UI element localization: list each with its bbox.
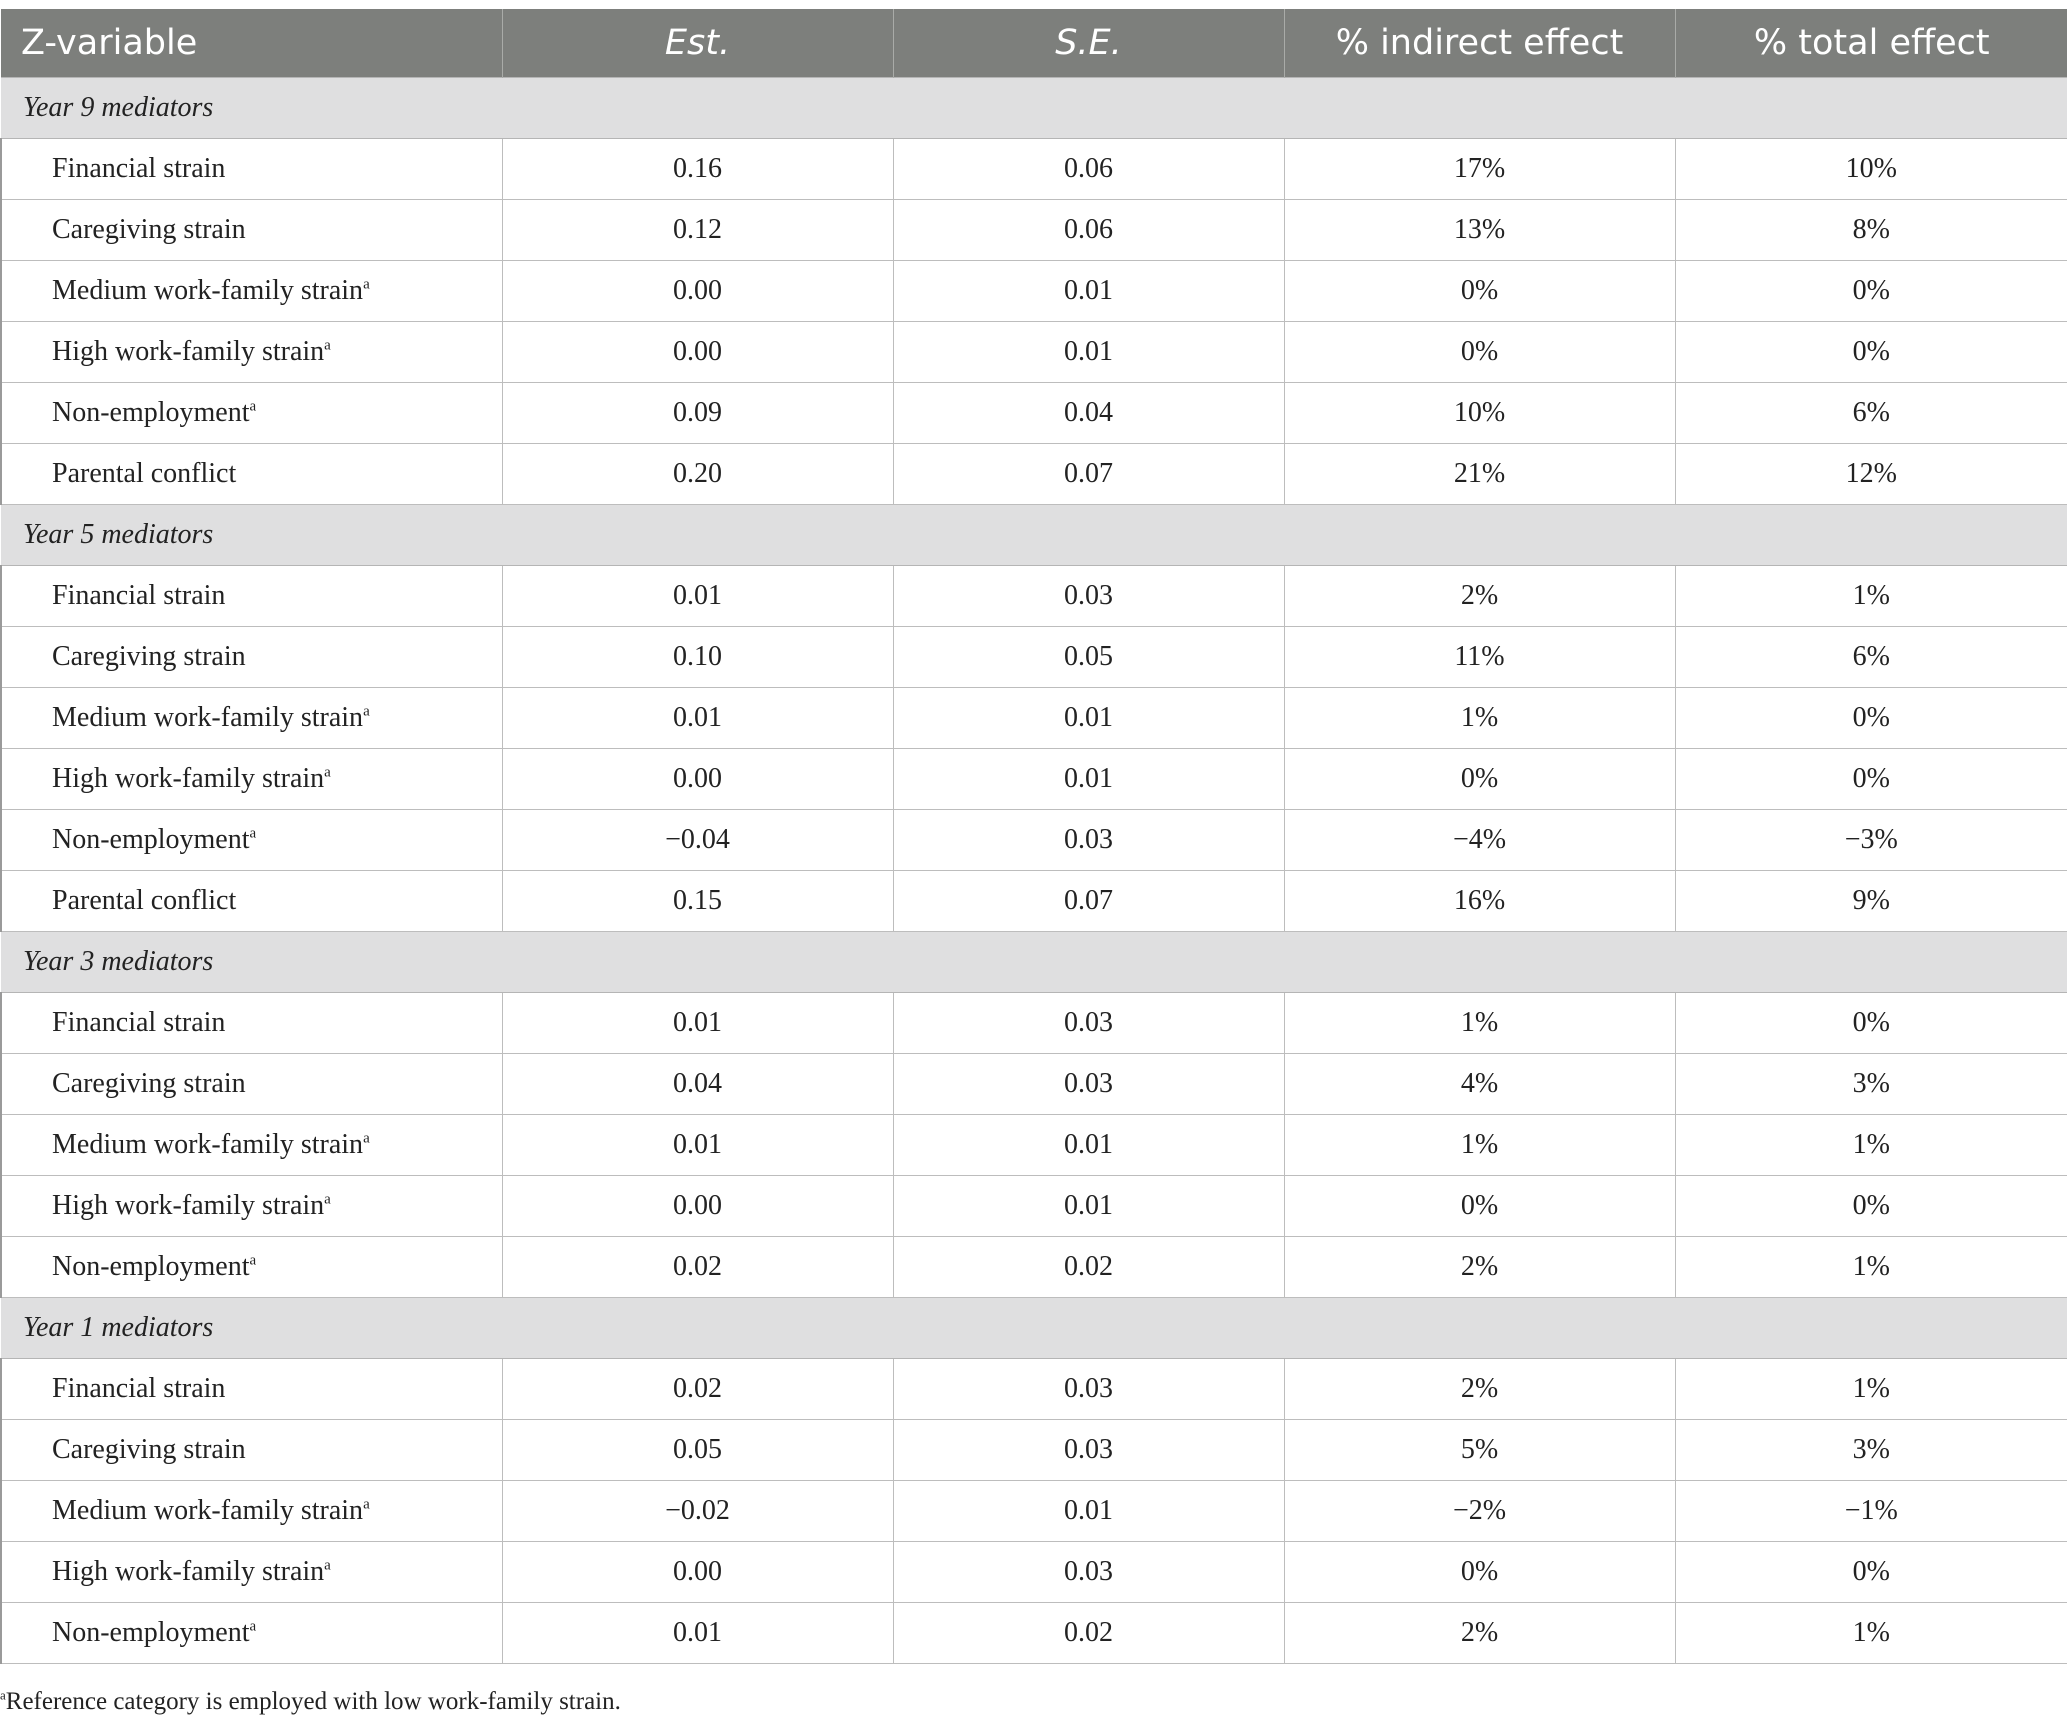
table-row [1, 261, 2067, 322]
cell-est: 0.01 [502, 993, 893, 1054]
footnote-marker: a [324, 1191, 331, 1208]
cell-z-variable [1, 1420, 502, 1481]
cell-z-variable [1, 322, 502, 383]
cell-est: 0.01 [502, 1115, 893, 1176]
cell-se: 0.04 [893, 383, 1284, 444]
cell-z-variable [1, 566, 502, 627]
cell-est: 0.02 [502, 1237, 893, 1298]
cell-se: 0.07 [893, 871, 1284, 932]
cell-est: 0.01 [502, 1603, 893, 1664]
table-row [1, 1481, 2067, 1542]
cell-indirect-effect: 2% [1284, 566, 1675, 627]
table-row [1, 322, 2067, 383]
cell-indirect-effect: 11% [1284, 627, 1675, 688]
cell-z-variable [1, 871, 502, 932]
cell-z-variable [1, 749, 502, 810]
cell-z-variable [1, 139, 502, 200]
cell-total-effect: 8% [1675, 200, 2067, 261]
cell-se: 0.03 [893, 1359, 1284, 1420]
cell-est: 0.00 [502, 1542, 893, 1603]
cell-est: 0.00 [502, 749, 893, 810]
cell-z-variable [1, 383, 502, 444]
cell-indirect-effect: 4% [1284, 1054, 1675, 1115]
row-label: Non-employment [52, 824, 250, 855]
table-row [1, 200, 2067, 261]
row-label: Non-employment [52, 1617, 250, 1648]
section-title: Year 3 mediators [1, 932, 2067, 993]
cell-se: 0.07 [893, 444, 1284, 505]
cell-total-effect: 1% [1675, 1115, 2067, 1176]
footnote-marker: a [324, 337, 331, 354]
cell-z-variable [1, 688, 502, 749]
cell-est: 0.00 [502, 261, 893, 322]
section-title: Year 5 mediators [1, 505, 2067, 566]
cell-indirect-effect: 16% [1284, 871, 1675, 932]
header-total-effect: % total effect [1675, 9, 2067, 78]
cell-indirect-effect: 5% [1284, 1420, 1675, 1481]
row-label: High work-family strain [52, 1556, 325, 1587]
table-row [1, 1420, 2067, 1481]
table-row [1, 1176, 2067, 1237]
cell-total-effect: 0% [1675, 993, 2067, 1054]
cell-est: 0.15 [502, 871, 893, 932]
cell-z-variable [1, 444, 502, 505]
cell-z-variable [1, 627, 502, 688]
section-row [1, 932, 2067, 993]
cell-est: 0.00 [502, 322, 893, 383]
cell-est: 0.16 [502, 139, 893, 200]
cell-est: 0.01 [502, 566, 893, 627]
footnote-marker: a [249, 1618, 257, 1635]
cell-se: 0.01 [893, 261, 1284, 322]
cell-z-variable [1, 1603, 502, 1664]
cell-total-effect: 3% [1675, 1054, 2067, 1115]
table-body [1, 78, 2067, 1664]
cell-indirect-effect: 10% [1284, 383, 1675, 444]
header-row [1, 9, 2067, 78]
table-row [1, 1237, 2067, 1298]
cell-total-effect: 1% [1675, 1359, 2067, 1420]
header-est: Est. [502, 9, 893, 78]
cell-est: 0.01 [502, 688, 893, 749]
cell-total-effect: −1% [1675, 1481, 2067, 1542]
table-row [1, 810, 2067, 871]
cell-indirect-effect: 1% [1284, 688, 1675, 749]
cell-se: 0.01 [893, 1115, 1284, 1176]
mediation-results-table [0, 9, 2067, 1664]
cell-indirect-effect: 2% [1284, 1603, 1675, 1664]
table-row [1, 871, 2067, 932]
cell-se: 0.03 [893, 1542, 1284, 1603]
cell-z-variable [1, 200, 502, 261]
table-row [1, 1359, 2067, 1420]
row-label: Caregiving strain [52, 214, 246, 245]
footnote-mark: a [0, 1687, 6, 1703]
cell-indirect-effect: 2% [1284, 1237, 1675, 1298]
row-label: Financial strain [52, 580, 226, 611]
row-label: Caregiving strain [52, 1434, 246, 1465]
table-footnote [0, 1688, 621, 1716]
table-row [1, 749, 2067, 810]
row-label: Caregiving strain [52, 641, 246, 672]
cell-se: 0.01 [893, 749, 1284, 810]
cell-total-effect: 6% [1675, 383, 2067, 444]
table-row [1, 993, 2067, 1054]
cell-est: −0.04 [502, 810, 893, 871]
cell-se: 0.02 [893, 1603, 1284, 1664]
header-se: S.E. [893, 9, 1284, 78]
table-row [1, 1542, 2067, 1603]
cell-est: −0.02 [502, 1481, 893, 1542]
cell-indirect-effect: 0% [1284, 261, 1675, 322]
footnote-marker: a [363, 1496, 370, 1513]
cell-se: 0.01 [893, 322, 1284, 383]
table-row [1, 383, 2067, 444]
row-label: Financial strain [52, 153, 226, 184]
row-label: Medium work-family strain [52, 702, 364, 733]
cell-est: 0.09 [502, 383, 893, 444]
row-label: Medium work-family strain [52, 1129, 364, 1160]
table-row [1, 139, 2067, 200]
footnote-text: Reference category is employed with low work-family strain. [5, 1688, 621, 1715]
cell-se: 0.03 [893, 1054, 1284, 1115]
cell-total-effect: −3% [1675, 810, 2067, 871]
footnote-marker: a [249, 825, 257, 842]
table-row [1, 444, 2067, 505]
cell-se: 0.02 [893, 1237, 1284, 1298]
section-title: Year 1 mediators [1, 1298, 2067, 1359]
row-label: Financial strain [52, 1007, 226, 1038]
footnote-marker: a [363, 276, 370, 293]
results-table-container [0, 9, 2067, 1664]
section-row [1, 1298, 2067, 1359]
footnote-marker: a [324, 764, 331, 781]
cell-total-effect: 1% [1675, 1603, 2067, 1664]
cell-est: 0.00 [502, 1176, 893, 1237]
table-row [1, 1115, 2067, 1176]
cell-z-variable [1, 1237, 502, 1298]
cell-total-effect: 1% [1675, 566, 2067, 627]
cell-est: 0.10 [502, 627, 893, 688]
cell-total-effect: 9% [1675, 871, 2067, 932]
cell-indirect-effect: 0% [1284, 322, 1675, 383]
row-label: Non-employment [52, 1251, 250, 1282]
cell-indirect-effect: 0% [1284, 749, 1675, 810]
section-title: Year 9 mediators [1, 78, 2067, 139]
cell-se: 0.03 [893, 1420, 1284, 1481]
cell-z-variable [1, 1481, 502, 1542]
footnote-marker: a [249, 1252, 257, 1269]
cell-indirect-effect: 0% [1284, 1542, 1675, 1603]
cell-indirect-effect: 2% [1284, 1359, 1675, 1420]
section-row [1, 78, 2067, 139]
footnote-marker: a [324, 1557, 331, 1574]
cell-z-variable [1, 261, 502, 322]
cell-se: 0.03 [893, 566, 1284, 627]
cell-total-effect: 0% [1675, 749, 2067, 810]
table-row [1, 688, 2067, 749]
cell-se: 0.01 [893, 1176, 1284, 1237]
row-label: Medium work-family strain [52, 1495, 364, 1526]
cell-indirect-effect: 0% [1284, 1176, 1675, 1237]
row-label: High work-family strain [52, 336, 325, 367]
cell-total-effect: 6% [1675, 627, 2067, 688]
cell-indirect-effect: 1% [1284, 1115, 1675, 1176]
cell-se: 0.01 [893, 688, 1284, 749]
cell-indirect-effect: 17% [1284, 139, 1675, 200]
header-indirect-effect: % indirect effect [1284, 9, 1675, 78]
cell-indirect-effect: 21% [1284, 444, 1675, 505]
table-row [1, 627, 2067, 688]
row-label: Financial strain [52, 1373, 226, 1404]
row-label: High work-family strain [52, 1190, 325, 1221]
cell-indirect-effect: −2% [1284, 1481, 1675, 1542]
cell-total-effect: 3% [1675, 1420, 2067, 1481]
cell-total-effect: 0% [1675, 688, 2067, 749]
cell-total-effect: 0% [1675, 322, 2067, 383]
row-label: Parental conflict [52, 885, 237, 916]
cell-total-effect: 12% [1675, 444, 2067, 505]
cell-z-variable [1, 1115, 502, 1176]
cell-z-variable [1, 1359, 502, 1420]
cell-indirect-effect: 13% [1284, 200, 1675, 261]
cell-est: 0.20 [502, 444, 893, 505]
cell-se: 0.06 [893, 200, 1284, 261]
cell-se: 0.03 [893, 993, 1284, 1054]
cell-total-effect: 0% [1675, 261, 2067, 322]
table-header [1, 9, 2067, 78]
cell-z-variable [1, 1176, 502, 1237]
row-label: Caregiving strain [52, 1068, 246, 1099]
footnote-marker: a [363, 1130, 370, 1147]
footnote-marker: a [363, 703, 370, 720]
cell-z-variable [1, 1542, 502, 1603]
cell-est: 0.04 [502, 1054, 893, 1115]
cell-total-effect: 0% [1675, 1176, 2067, 1237]
cell-total-effect: 1% [1675, 1237, 2067, 1298]
cell-est: 0.02 [502, 1359, 893, 1420]
row-label: Medium work-family strain [52, 275, 364, 306]
row-label: High work-family strain [52, 763, 325, 794]
cell-se: 0.06 [893, 139, 1284, 200]
section-row [1, 505, 2067, 566]
cell-z-variable [1, 810, 502, 871]
cell-se: 0.01 [893, 1481, 1284, 1542]
table-row [1, 566, 2067, 627]
cell-se: 0.03 [893, 810, 1284, 871]
cell-indirect-effect: 1% [1284, 993, 1675, 1054]
cell-total-effect: 0% [1675, 1542, 2067, 1603]
header-z-variable: Z-variable [1, 9, 502, 78]
cell-z-variable [1, 993, 502, 1054]
cell-est: 0.12 [502, 200, 893, 261]
footnote-marker: a [249, 398, 257, 415]
cell-total-effect: 10% [1675, 139, 2067, 200]
row-label: Parental conflict [52, 458, 237, 489]
table-row [1, 1054, 2067, 1115]
cell-z-variable [1, 1054, 502, 1115]
cell-se: 0.05 [893, 627, 1284, 688]
cell-indirect-effect: −4% [1284, 810, 1675, 871]
row-label: Non-employment [52, 397, 250, 428]
table-row [1, 1603, 2067, 1664]
cell-est: 0.05 [502, 1420, 893, 1481]
